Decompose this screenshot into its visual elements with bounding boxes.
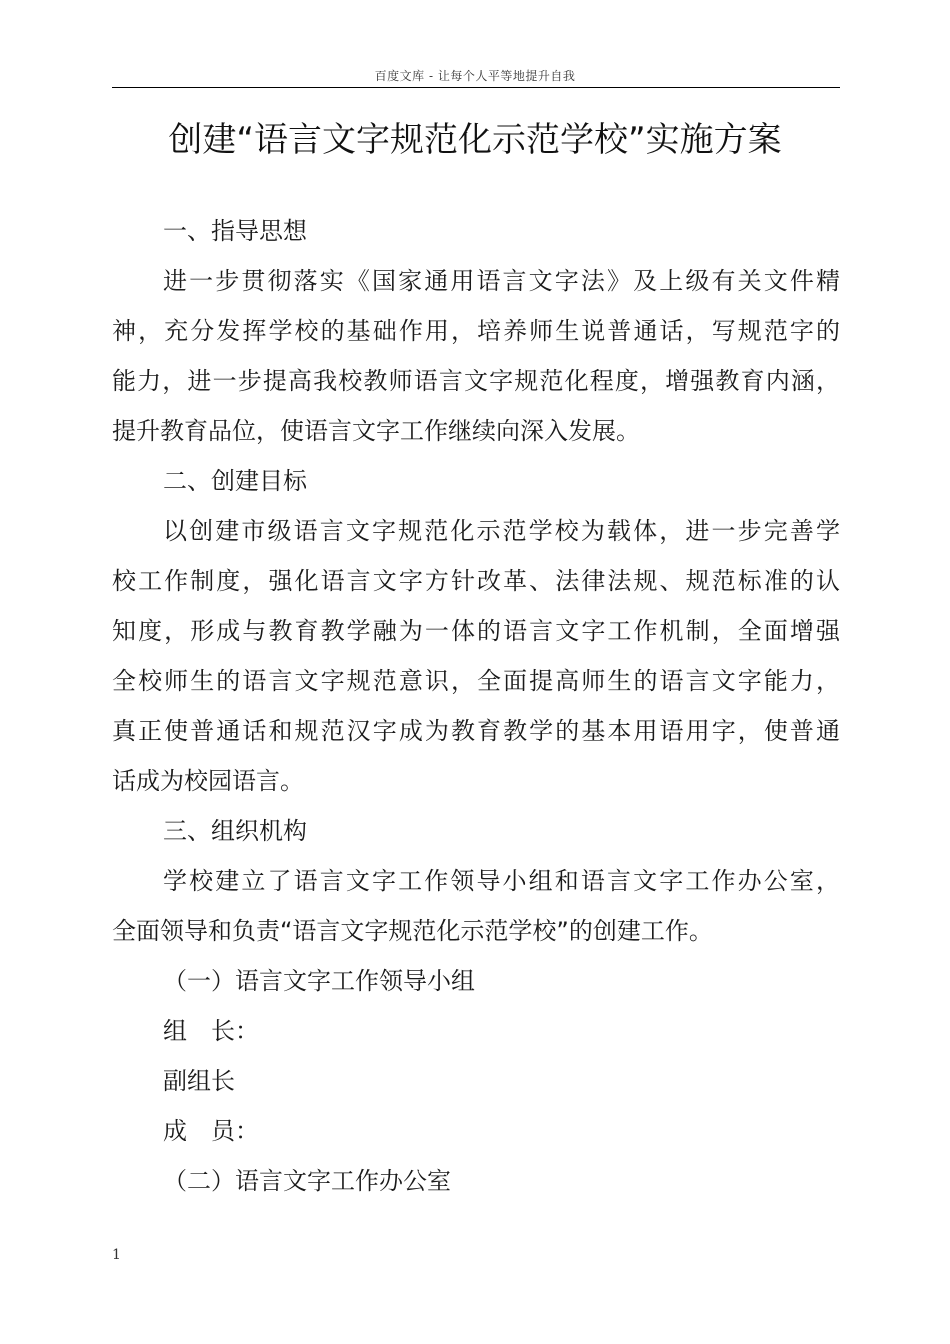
paragraph-line: 以创建市级语言文字规范化示范学校为载体，进一步完善学 <box>163 517 840 545</box>
vice-leader-label: 副组长 <box>163 1067 235 1095</box>
running-header: 百度文库 - 让每个人平等地提升自我 <box>374 69 576 83</box>
paragraph-line: 能力，进一步提高我校教师语言文字规范化程度，增强教育内涵， <box>112 367 840 395</box>
paragraph-line: 知度，形成与教育教学融为一体的语言文字工作机制，全面增强 <box>112 617 840 645</box>
document-title: 创建“语言文字规范化示范学校”实施方案 <box>168 120 782 160</box>
subsection-leading-group: （一）语言文字工作领导小组 <box>163 967 475 995</box>
paragraph-line: 进一步贯彻落实《国家通用语言文字法》及上级有关文件精 <box>163 267 840 295</box>
page-number: 1 <box>112 1247 121 1263</box>
paragraph-line: 神，充分发挥学校的基础作用，培养师生说普通话，写规范字的 <box>112 317 840 345</box>
paragraph-line: 校工作制度，强化语言文字方针改革、法律法规、规范标准的认 <box>112 567 840 595</box>
paragraph-line: 全面领导和负责“语言文字规范化示范学校”的创建工作。 <box>112 917 713 945</box>
subsection-office: （二）语言文字工作办公室 <box>163 1167 451 1195</box>
paragraph-line: 提升教育品位，使语言文字工作继续向深入发展。 <box>112 417 640 445</box>
section-heading-guiding-ideology: 一、指导思想 <box>163 217 307 245</box>
section-heading-organization: 三、组织机构 <box>163 817 307 845</box>
section-heading-goals: 二、创建目标 <box>163 467 307 495</box>
leader-label: 组 长： <box>163 1017 259 1045</box>
paragraph-line: 全校师生的语言文字规范意识，全面提高师生的语言文字能力， <box>112 667 840 695</box>
paragraph-line: 话成为校园语言。 <box>112 767 304 795</box>
header-divider <box>112 87 840 88</box>
document-body <box>112 206 840 1206</box>
paragraph-line: 真正使普通话和规范汉字成为教育教学的基本用语用字，使普通 <box>112 717 840 745</box>
members-label: 成 员： <box>163 1117 259 1145</box>
paragraph-line: 学校建立了语言文字工作领导小组和语言文字工作办公室， <box>163 867 840 895</box>
